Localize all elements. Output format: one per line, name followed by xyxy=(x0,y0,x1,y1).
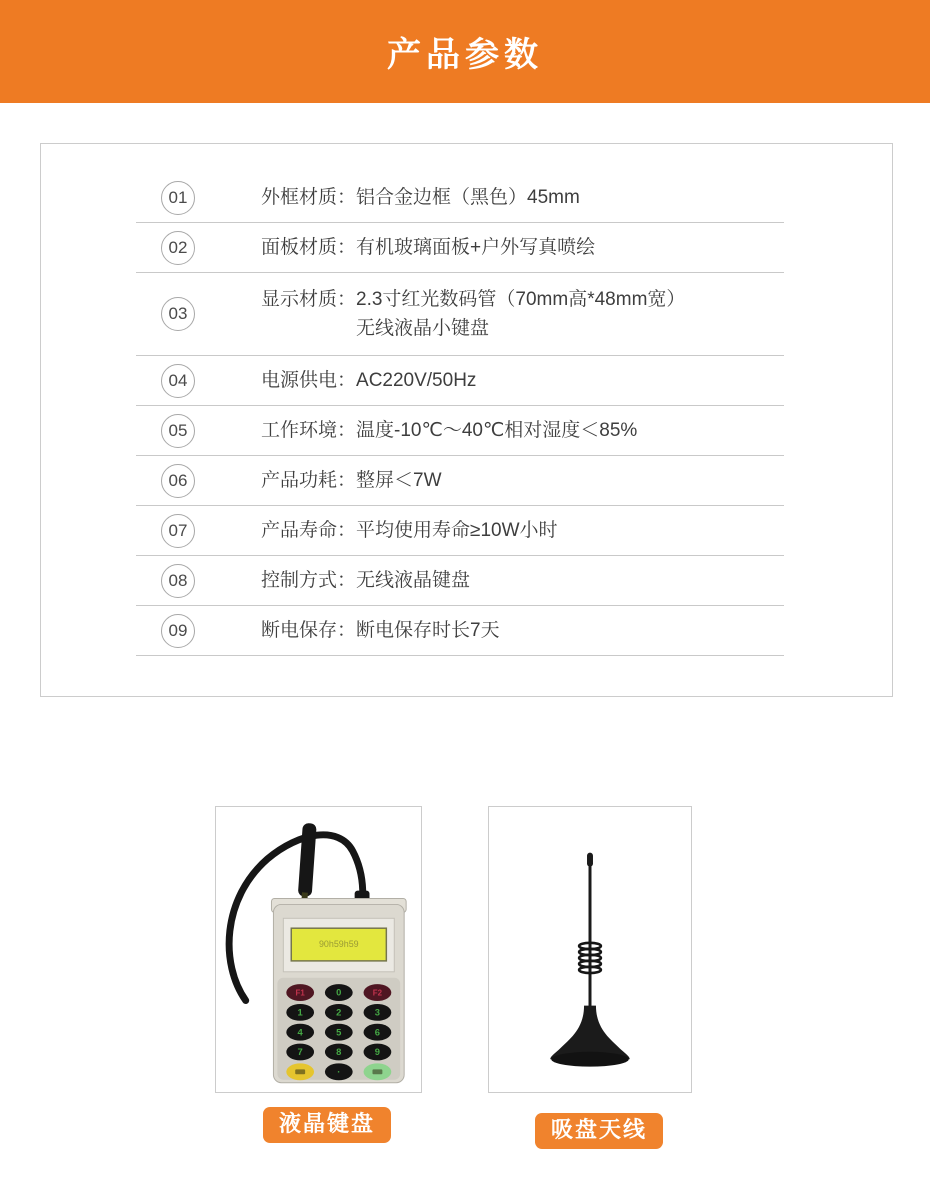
param-value: 整屏＜7W xyxy=(356,469,442,491)
row-number-badge: 08 xyxy=(161,564,195,598)
row-number-badge: 04 xyxy=(161,364,195,398)
param-value: 断电保存时长7天 xyxy=(356,619,500,641)
keypad-key-label: F1 xyxy=(295,988,305,998)
param-label: 工作环境： xyxy=(261,419,357,441)
section-header-banner xyxy=(0,0,930,103)
keypad-caption-badge: 液晶键盘 xyxy=(263,1107,391,1143)
table-row xyxy=(136,273,784,356)
param-label: 外框材质： xyxy=(261,186,357,208)
table-row xyxy=(136,556,784,606)
antenna-rod xyxy=(589,863,592,1014)
function-key-marking xyxy=(372,1069,382,1074)
keypad-key-label: · xyxy=(337,1065,341,1077)
param-value: 2.3寸红光数码管（70mm高*48mm宽） 无线液晶小键盘 xyxy=(356,285,685,344)
param-value: 铝合金边框（黑色）45mm xyxy=(356,186,580,208)
param-value: 平均使用寿命≥10W小时 xyxy=(356,519,558,541)
param-value: 温度-10℃～40℃相对湿度＜85% xyxy=(356,419,638,441)
table-row xyxy=(136,506,784,556)
keypad-key-label: F2 xyxy=(372,988,383,998)
table-row xyxy=(136,456,784,506)
keypad-keys xyxy=(286,984,391,1080)
keypad-key-label: 3 xyxy=(374,1006,381,1018)
antenna-illustration xyxy=(489,807,691,1092)
function-key-marking xyxy=(295,1069,305,1074)
param-label: 断电保存： xyxy=(261,619,357,641)
keypad-key-label: 4 xyxy=(297,1026,303,1038)
keypad-key-label: 2 xyxy=(336,1006,342,1018)
keypad-illustration xyxy=(216,807,421,1092)
antenna-cone xyxy=(550,1006,629,1060)
row-number-badge: 09 xyxy=(161,614,195,648)
lcd-readout: 90h59h59 xyxy=(318,939,359,950)
param-label: 控制方式： xyxy=(261,569,357,591)
table-row xyxy=(136,173,784,223)
param-label: 产品功耗： xyxy=(261,469,357,491)
row-number-badge: 07 xyxy=(161,514,195,548)
param-value: 有机玻璃面板+户外写真喷绘 xyxy=(356,236,596,258)
param-label: 面板材质： xyxy=(261,236,357,258)
row-number-badge: 01 xyxy=(161,181,195,215)
keypad-key-label: 8 xyxy=(336,1046,342,1058)
page-title: 产品参数 xyxy=(387,36,543,74)
keypad-key-label: 9 xyxy=(374,1046,381,1058)
keypad-product-image xyxy=(215,806,422,1093)
param-label: 产品寿命： xyxy=(261,519,357,541)
table-row xyxy=(136,606,784,656)
table-row xyxy=(136,223,784,273)
spec-table xyxy=(40,143,893,697)
keypad-key-label: 5 xyxy=(336,1026,342,1038)
keypad-key-label: 6 xyxy=(374,1026,381,1038)
keypad-antenna-stub xyxy=(297,823,317,907)
row-number-badge: 06 xyxy=(161,464,195,498)
row-number-badge: 02 xyxy=(161,231,195,265)
param-label: 电源供电： xyxy=(261,369,357,391)
keypad-key-label: 0 xyxy=(336,986,342,998)
param-value: 无线液晶键盘 xyxy=(356,569,471,591)
antenna-product-image xyxy=(488,806,692,1093)
table-row xyxy=(136,356,784,406)
param-value-line2: 无线液晶小键盘 xyxy=(356,318,490,339)
keypad-key-label: 1 xyxy=(297,1006,303,1018)
antenna-caption-badge: 吸盘天线 xyxy=(535,1113,663,1149)
param-value: AC220V/50Hz xyxy=(356,369,477,391)
keypad-key-label: 7 xyxy=(297,1046,303,1058)
row-number-badge: 03 xyxy=(161,297,195,331)
row-number-badge: 05 xyxy=(161,414,195,448)
param-label: 显示材质： xyxy=(261,288,357,310)
antenna-suction-base xyxy=(551,1052,628,1067)
table-row xyxy=(136,406,784,456)
